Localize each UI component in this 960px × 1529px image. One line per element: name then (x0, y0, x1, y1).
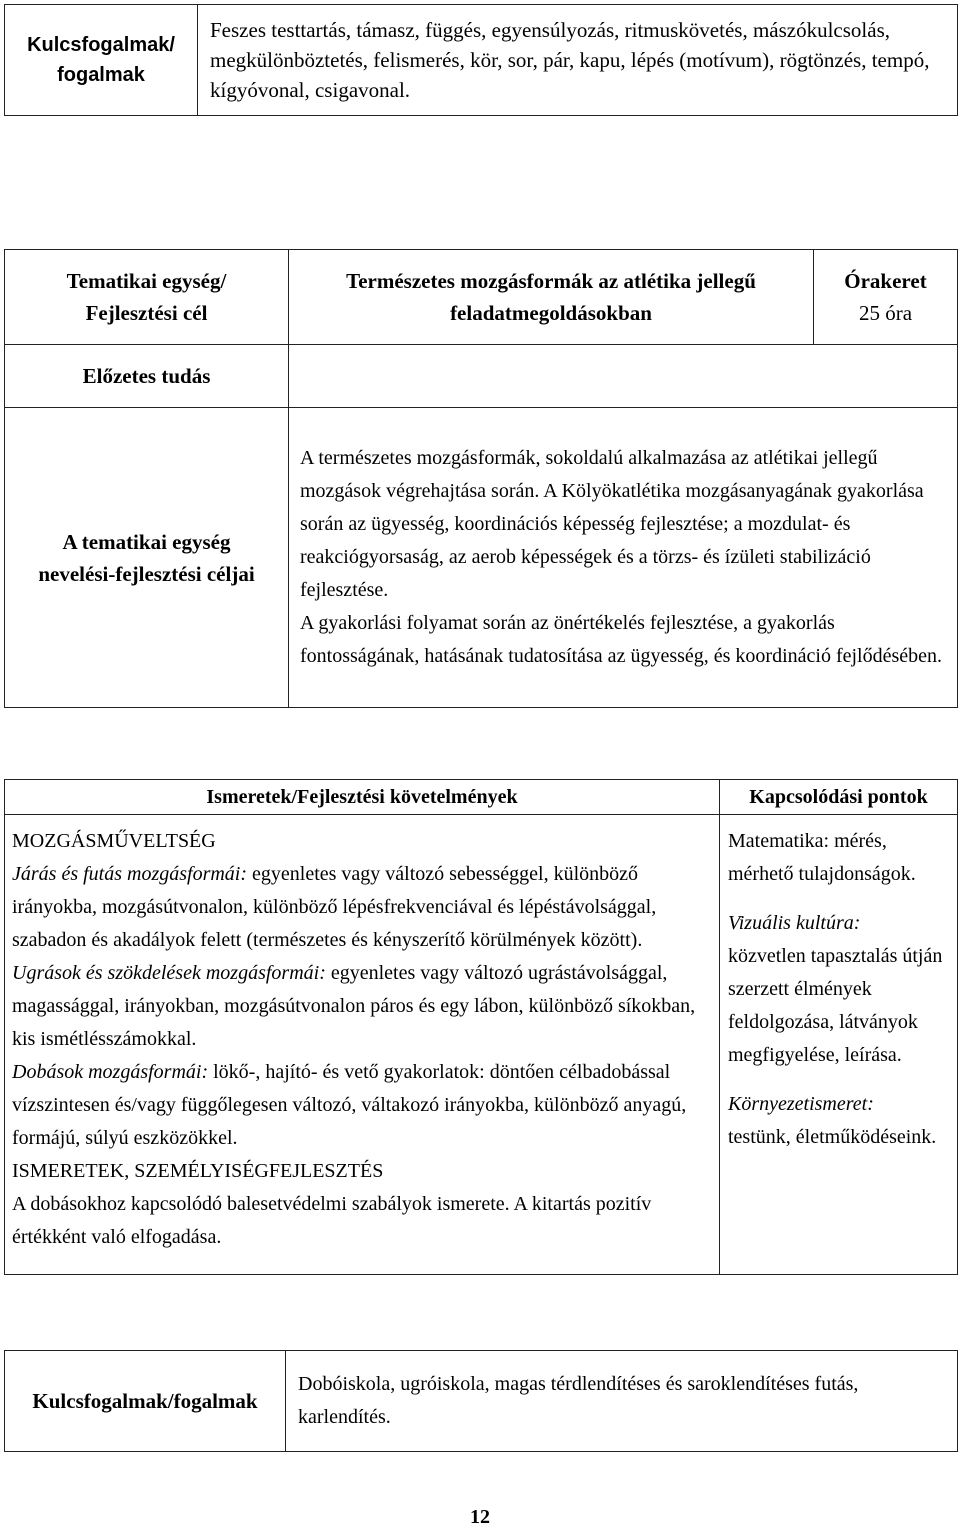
knowledge-text: A dobásokhoz kapcsolódó balesetvédelmi szabályok ismerete. A kitartás pozitív értékként való elfogadása. (12, 1193, 652, 1248)
requirements-body (5, 815, 720, 1275)
key-concepts-label: Kulcsfogalmak/ fogalmak (5, 5, 198, 116)
key-concepts-label-bottom: Kulcsfogalmak/fogalmak (5, 1351, 286, 1452)
hours-value: 25 óra (858, 301, 913, 325)
goals-text: A természetes mozgásformák, sokoldalú alkalmazása az atlétikai jellegű mozgások végrehajtása során. A Kölyökatlétika mozgásanyagának gyakorlása során az ügyesség, koordinációs képesség fejlesztése; a mozdulat- és reakciógyorsaság, az aerob képességek és a törzs- és ízületi stabilizáció fejlesztése. A gyakorlási folyamat során az önértékelés fejlesztése, a gyakorlás fontosságának, hatásának tudatosítása az ügyesség, és koordináció fejlődésében. (289, 408, 958, 708)
connection-env-label: Környezetismeret: (728, 1093, 874, 1115)
unit-title: Természetes mozgásformák az atlétika jellegű feladatmegoldásokban (289, 250, 814, 345)
section-title-motor: MOZGÁSMŰVELTSÉG (12, 830, 216, 852)
requirements-table (4, 779, 958, 1275)
prior-knowledge-label: Előzetes tudás (5, 345, 289, 408)
jumping-item: Ugrások és szökdelések mozgásformái: egyenletes vagy változó ugrástávolsággal, magassággal, irányokban, mozgásútvonalon páros és egy lábon, különböző síkokban, kis ismétlésszámokkal. (12, 962, 696, 1050)
connections-header: Kapcsolódási pontok (720, 780, 958, 815)
connection-visual-text: közvetlen tapasztalás útján szerzett élmények feldolgozása, látványok megfigyelése, leírása. (728, 945, 943, 1066)
unit-label: Tematikai egység/ Fejlesztési cél (5, 250, 289, 345)
connection-env-text: testünk, életműködéseink. (728, 1126, 937, 1148)
throwing-item: Dobások mozgásformái: lökő-, hajító- és vető gyakorlatok: döntően célbadobással vízszintesen és/vagy függőlegesen változó, váltakozó irányokba, különböző anyagú, formájú, súlyú eszközökkel. (12, 1061, 687, 1149)
prior-knowledge-value (289, 345, 958, 408)
page-number: 12 (470, 1506, 490, 1528)
thematic-unit-table (4, 249, 958, 708)
goals-label: A tematikai egység nevelési-fejlesztési céljai (5, 408, 289, 708)
connections-body (720, 815, 958, 1275)
requirements-header: Ismeretek/Fejlesztési követelmények (5, 780, 720, 815)
key-concepts-table-top (4, 4, 958, 116)
key-concepts-text: Feszes testtartás, támasz, függés, egyensúlyozás, ritmuskövetés, mászókulcsolás, megkülönböztetés, felismerés, kör, sor, pár, kapu, lépés (motívum), rögtönzés, tempó, kígyóvonal, csigavonal. (198, 5, 958, 116)
key-concepts-table-bottom (4, 1350, 958, 1452)
connection-math: Matematika: mérés, mérhető tulajdonságok. (728, 830, 916, 885)
hours-cell (814, 250, 958, 345)
walking-running-item: Járás és futás mozgásformái: egyenletes vagy változó sebességgel, különböző irányokba, mozgásútvonalon, különböző lépésfrekvenciával és lépéstávolsággal, szabadon és akadályok felett (természetes és kényszerítő körülmények között). (12, 863, 657, 951)
section-title-knowledge: ISMERETEK, SZEMÉLYISÉGFEJLESZTÉS (12, 1160, 384, 1182)
connection-visual-label: Vizuális kultúra: (728, 912, 861, 934)
key-concepts-text-bottom: Dobóiskola, ugróiskola, magas térdlendítéses és saroklendítéses futás, karlendítés. (286, 1351, 958, 1452)
hours-label: Órakeret (844, 269, 927, 293)
